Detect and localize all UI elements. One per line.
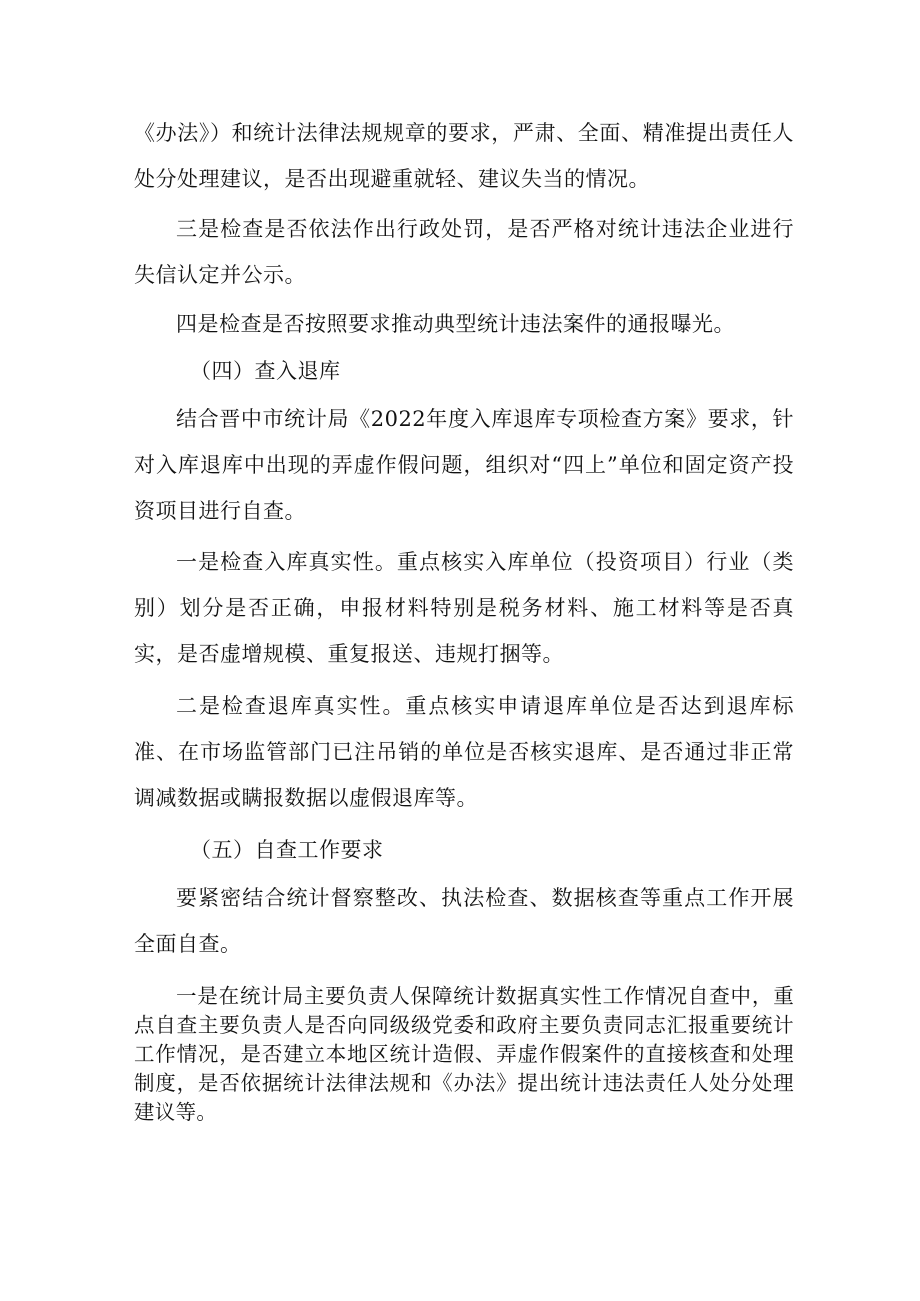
paragraph-check-four: 四是检查是否按照要求推动典型统计违法案件的通报曝光。 bbox=[176, 312, 735, 336]
paragraph-self-check-requirement: 要紧密结合统计督察整改、执法检查、数据核查等重点工作开展全面自查。 bbox=[134, 886, 794, 956]
section-heading-four: （四）查入退库 bbox=[190, 359, 341, 383]
paragraph-combine-plan: 结合晋中市统计局《2022年度入库退库专项检查方案》要求，针对入库退库中出现的弄虚作假问题，组织对“四上”单位和固定资产投资项目进行自查。 bbox=[134, 407, 794, 523]
section-heading-five: （五）自查工作要求 bbox=[190, 838, 384, 862]
paragraph-check-exit: 二是检查退库真实性。重点核实申请退库单位是否达到退库标准、在市场监管部门已注吊销的单位是否核实退库、是否通过非正常调减数据或瞒报数据以虚假退库等。 bbox=[134, 694, 794, 810]
paragraph-leader-self-check: 一是在统计局主要负责人保障统计数据真实性工作情况自查中，重点自查主要负责人是否向同级级党委和政府主要负责同志汇报重要统计工作情况，是否建立本地区统计造假、弄虚作假案件的直接核查和处理制度，是否依据统计法律法规和《办法》提出统计违法责任人处分处理建议等。 bbox=[134, 984, 794, 1124]
paragraph-continued-text: 《办法》）和统计法律法规规章的要求，严肃、全面、精准提出责任人处分处理建议，是否出现避重就轻、建议失当的情况。 bbox=[134, 121, 794, 191]
paragraph-check-entry: 一是检查入库真实性。重点核实入库单位（投资项目）行业（类别）划分是否正确，申报材料特别是税务材料、施工材料等是否真实，是否虚增规模、重复报送、违规打捆等。 bbox=[134, 550, 794, 666]
paragraph-check-three: 三是检查是否依法作出行政处罚，是否严格对统计违法企业进行失信认定并公示。 bbox=[134, 217, 794, 287]
